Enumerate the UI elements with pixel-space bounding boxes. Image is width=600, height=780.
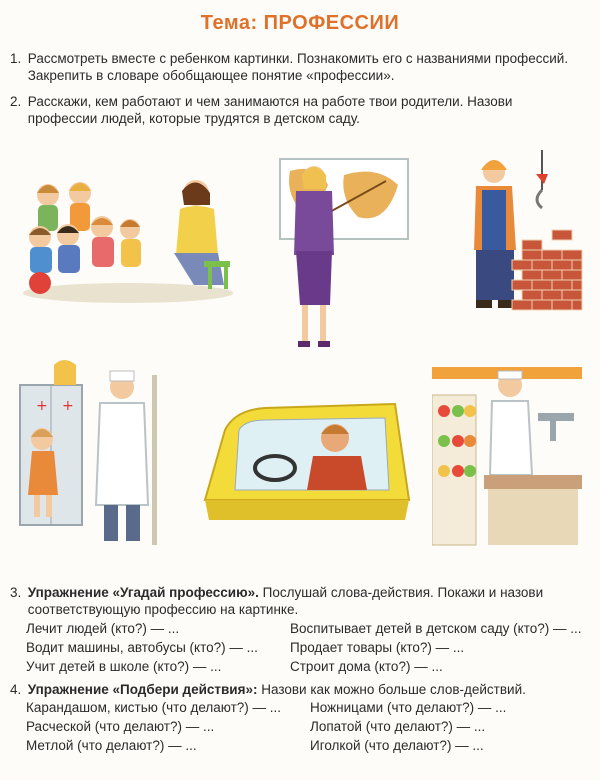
list-item: Лечит людей (кто?) — ... bbox=[26, 621, 180, 636]
picture-driver bbox=[195, 390, 415, 540]
exercise-3-number: 3. bbox=[10, 585, 22, 600]
picture-kindergarten-teacher bbox=[18, 165, 238, 305]
task-1-number: 1. bbox=[10, 51, 22, 66]
task-1 bbox=[10, 50, 585, 84]
exercise-4-title: Упражнение «Подбери действия»: bbox=[27, 682, 258, 697]
exercise-3 bbox=[10, 584, 585, 618]
list-item: Учит детей в школе (кто?) — ... bbox=[26, 659, 222, 674]
exercise-4-left-list bbox=[26, 698, 281, 755]
exercise-4 bbox=[10, 681, 585, 698]
list-item: Метлой (что делают?) — ... bbox=[26, 738, 197, 753]
list-item: Водит машины, автобусы (кто?) — ... bbox=[26, 640, 258, 655]
exercise-3-title: Упражнение «Угадай профессию». bbox=[27, 585, 259, 600]
picture-doctor bbox=[14, 355, 164, 550]
exercise-4-number: 4. bbox=[10, 682, 22, 697]
svg-text:+: + bbox=[36, 398, 48, 414]
svg-text:+: + bbox=[62, 398, 74, 414]
list-item: Воспитывает детей в детском саду (кто?) — ... bbox=[290, 621, 582, 636]
exercise-3-right-list bbox=[290, 619, 582, 676]
picture-school-teacher bbox=[268, 155, 418, 360]
list-item: Лопатой (что делают?) — ... bbox=[310, 719, 486, 734]
list-item: Продает товары (кто?) — ... bbox=[290, 640, 465, 655]
task-2 bbox=[10, 93, 585, 127]
exercise-4-right-list bbox=[310, 698, 506, 755]
exercise-3-text: Послушай слова-действия. Покажи и назови соответствующую профессию на картинке. bbox=[27, 585, 544, 617]
list-item: Карандашом, кистью (что делают?) — ... bbox=[26, 700, 282, 715]
task-1-text: Рассмотреть вместе с ребенком картинки. Познакомить его с названиями профессий. Закрепить в словаре обобщающее понятие «профессии». bbox=[27, 51, 569, 83]
list-item: Строит дома (кто?) — ... bbox=[290, 659, 443, 674]
task-2-number: 2. bbox=[10, 94, 22, 109]
page-title: Тема: ПРОФЕССИИ bbox=[200, 12, 400, 34]
task-2-text: Расскажи, кем работают и чем занимаются на работе твои родители. Назови профессии людей, которые трудятся в детском саду. bbox=[27, 94, 513, 126]
exercise-4-text: Назови как можно больше слов-действий. bbox=[257, 682, 526, 697]
exercise-3-left-list bbox=[26, 619, 258, 676]
list-item: Ножницами (что делают?) — ... bbox=[310, 700, 507, 715]
picture-builder bbox=[458, 150, 584, 322]
picture-seller bbox=[432, 355, 582, 550]
list-item: Расческой (что делают?) — ... bbox=[26, 719, 215, 734]
list-item: Иголкой (что делают?) — ... bbox=[310, 738, 484, 753]
